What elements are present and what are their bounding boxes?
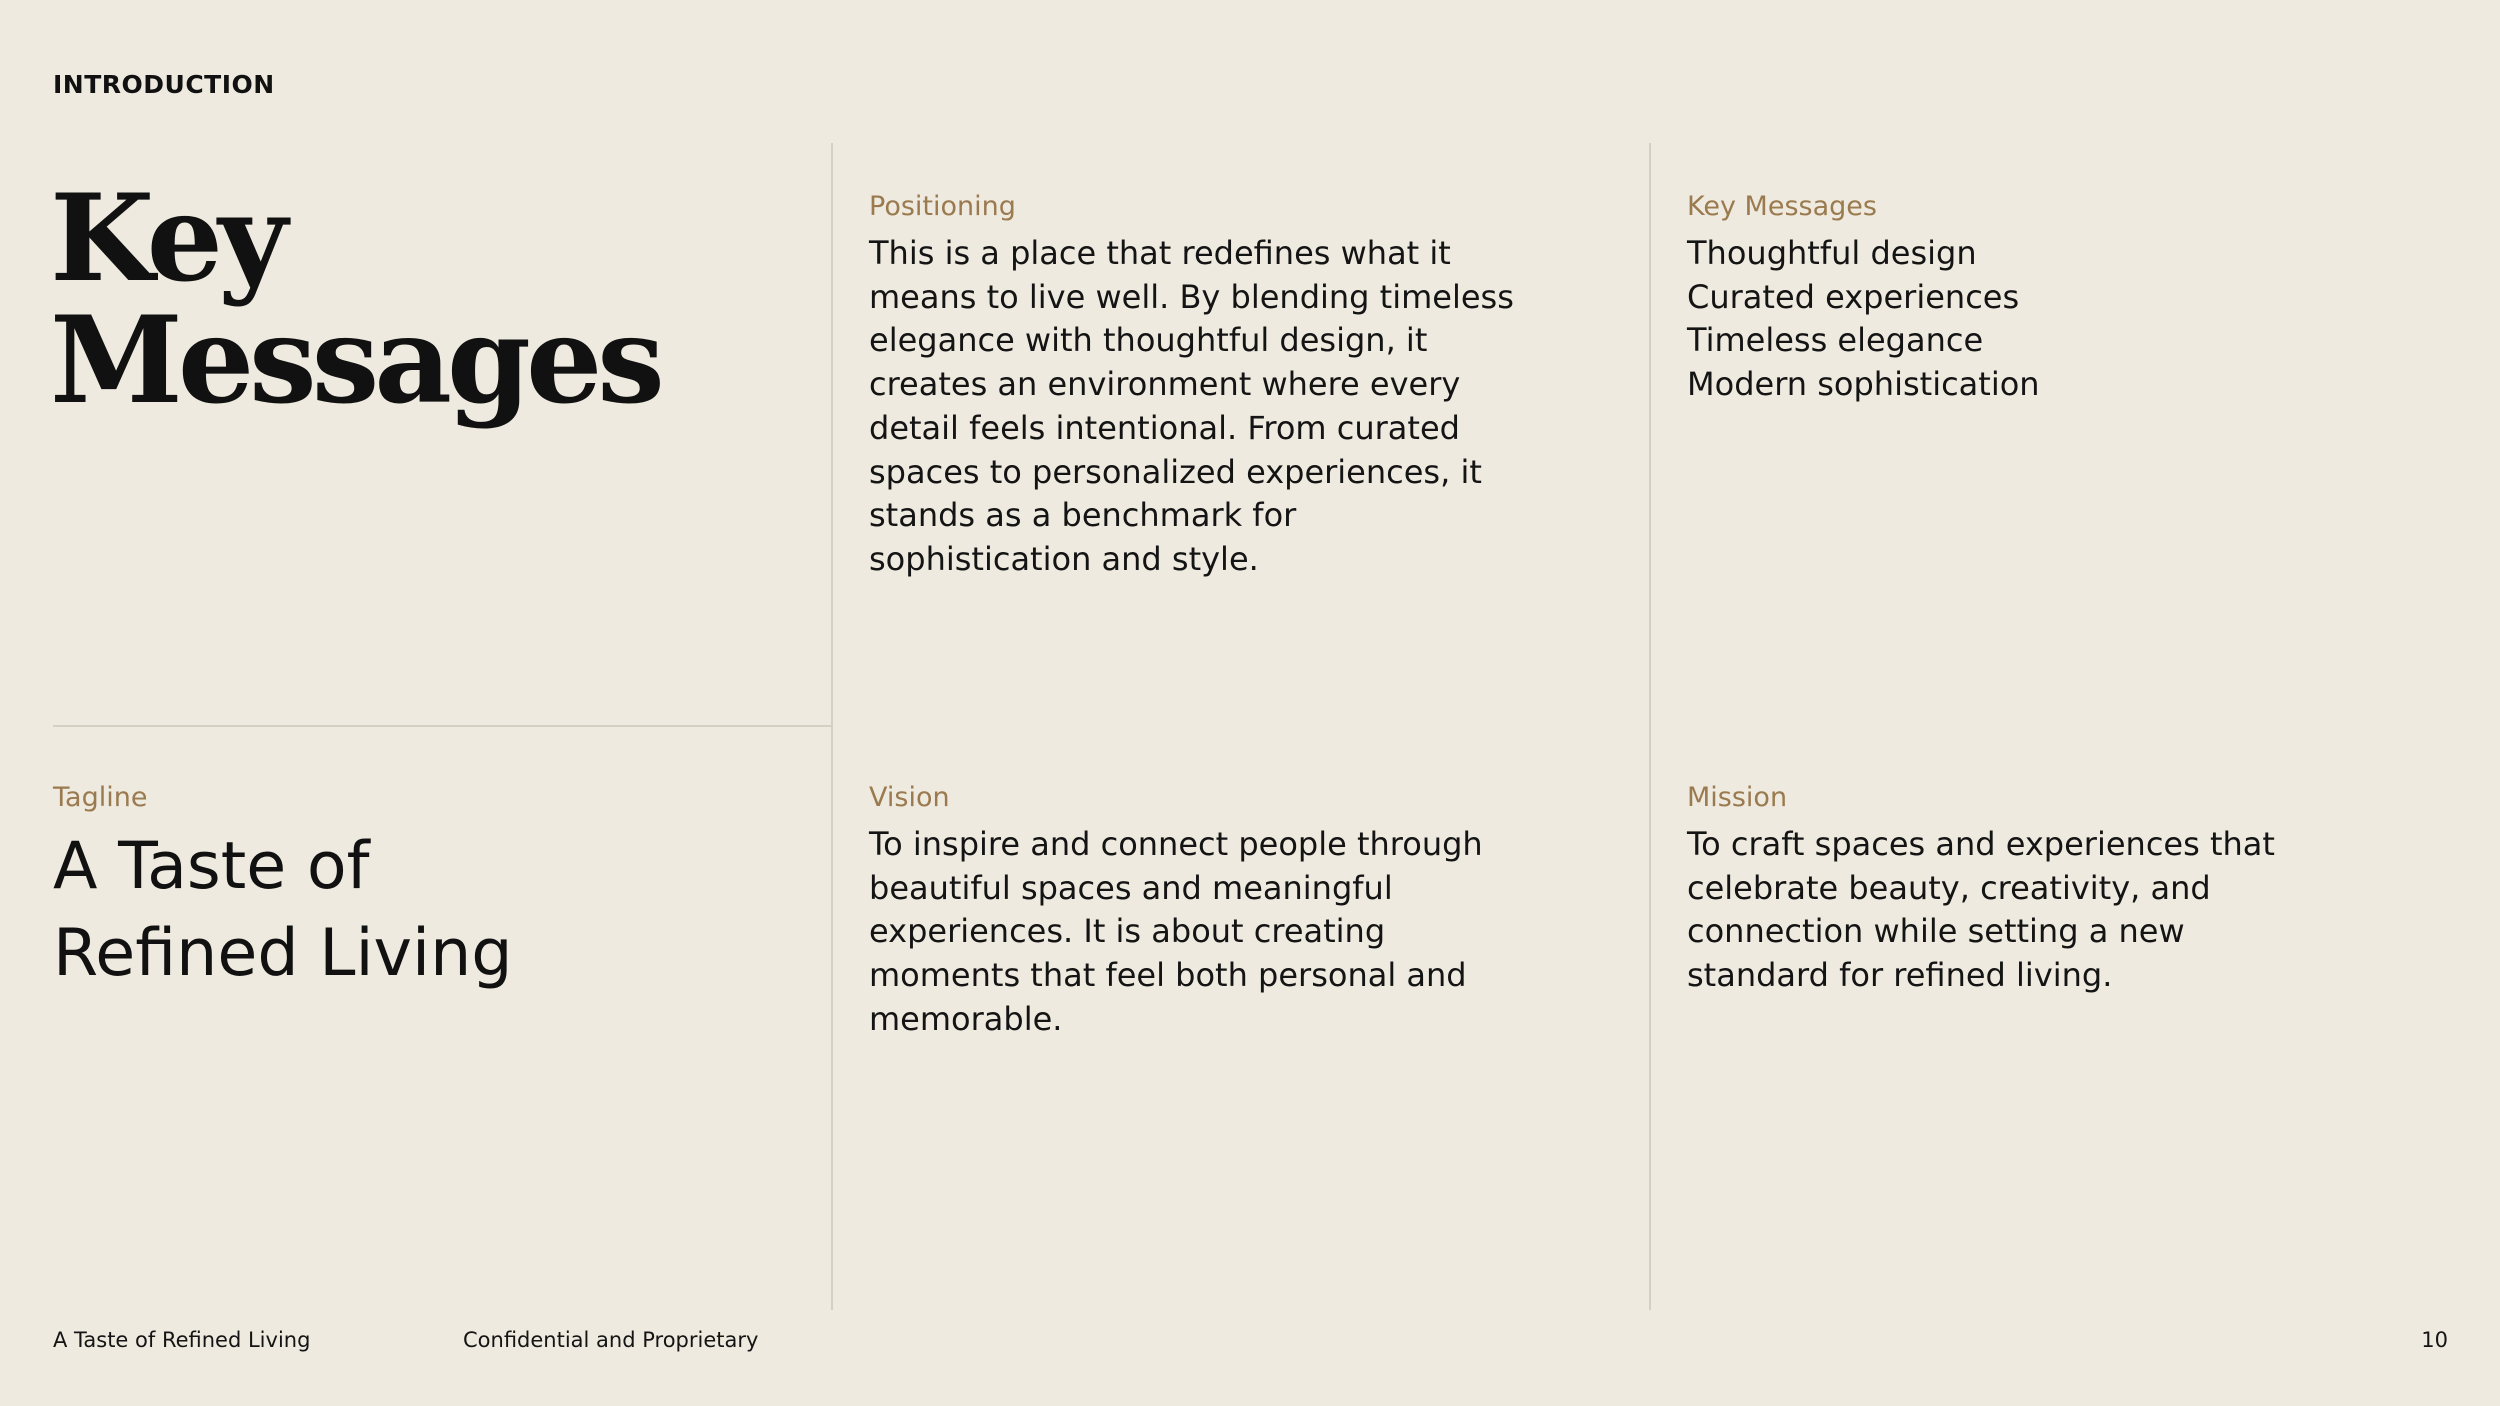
key-message-item: Modern sophistication xyxy=(1687,365,2040,404)
footer-doc-title: A Taste of Refined Living xyxy=(53,1328,311,1352)
section-label: INTRODUCTION xyxy=(53,70,275,99)
key-messages-label: Key Messages xyxy=(1687,191,1877,222)
positioning-text: This is a place that redefines what it means to live well. By blending timeless elegance with thoughtful design, it creates an environment where every detail feels intentional. From curated spaces to personalized experiences, it stands as a benchmark for sophistication and style. xyxy=(869,234,1514,578)
vision-text: To inspire and connect people through beautiful spaces and meaningful experiences. It is about creating moments that feel both personal and memorable. xyxy=(869,825,1483,1038)
tagline-text: A Taste of Refined Living xyxy=(53,829,513,991)
tagline-block xyxy=(53,781,753,997)
title-tagline-divider xyxy=(53,725,831,727)
mission-text: To craft spaces and experiences that celebrate beauty, creativity, and connection while setting a new standard for refined living. xyxy=(1687,825,2275,995)
key-message-item: Thoughtful design xyxy=(1687,234,1977,272)
key-message-item: Curated experiences xyxy=(1687,277,2020,316)
vision-block xyxy=(869,781,1519,1042)
vision-label: Vision xyxy=(869,782,950,813)
key-messages-list xyxy=(1687,232,2387,407)
mission-label: Mission xyxy=(1687,782,1788,813)
column-divider-left xyxy=(831,143,833,1310)
mission-block xyxy=(1687,781,2327,998)
tagline-label: Tagline xyxy=(53,782,148,813)
page-title: Key Messages xyxy=(50,168,660,431)
positioning-block xyxy=(869,190,1519,582)
page-number: 10 xyxy=(2421,1328,2448,1352)
key-message-item: Timeless elegance xyxy=(1687,321,1984,360)
positioning-label: Positioning xyxy=(869,191,1016,222)
footer-confidential: Confidential and Proprietary xyxy=(463,1328,759,1352)
key-messages-block xyxy=(1687,190,2387,407)
column-divider-right xyxy=(1649,143,1651,1310)
